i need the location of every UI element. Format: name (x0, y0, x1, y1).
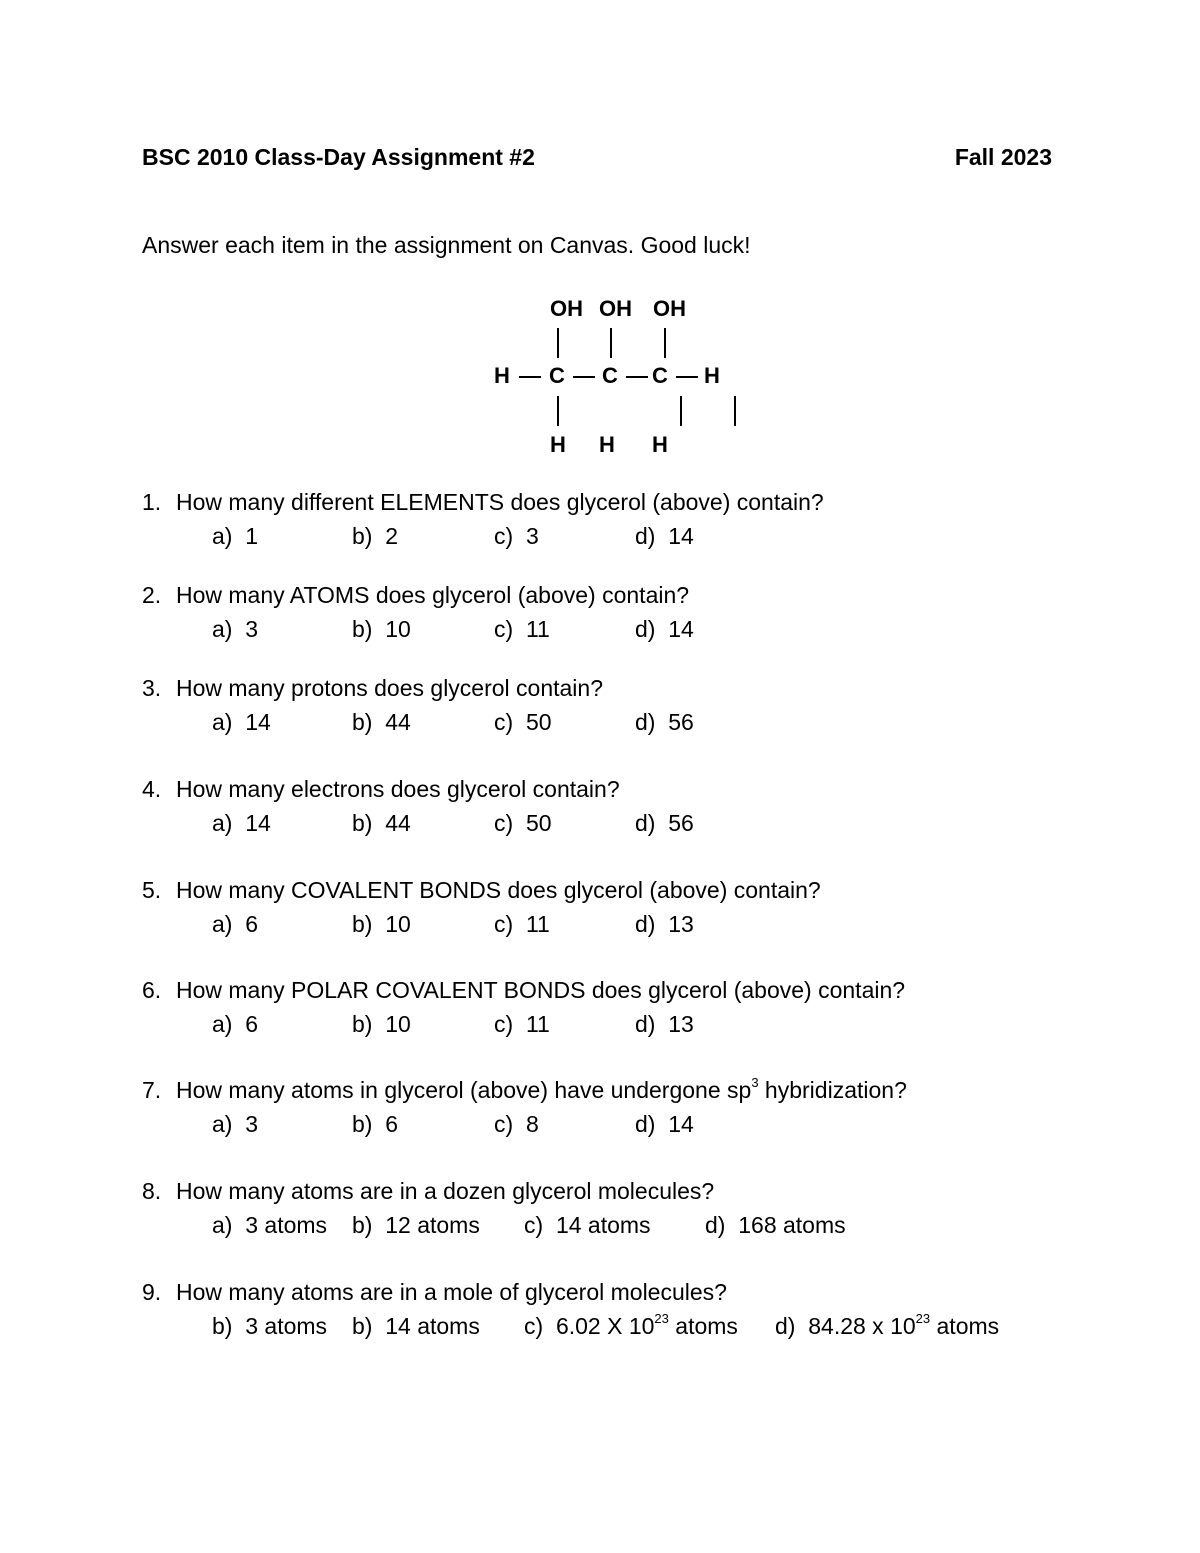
option: d) 84.28 x $10^{23}$ atoms (775, 1311, 1000, 1339)
bond-bottom-3 (734, 396, 736, 426)
option: d) 56 (635, 810, 694, 836)
option: c) 14 atoms (524, 1212, 651, 1238)
option: a) 6 (212, 911, 259, 937)
question-text: How many POLAR COVALENT BONDS does glycerol (above) contain? (176, 977, 906, 1003)
option: d) 14 (635, 616, 694, 642)
instructions-text: Answer each item in the assignment on Canvas. Good luck! (142, 232, 751, 258)
option: c) 11 (494, 911, 550, 937)
option: d) 56 (635, 709, 694, 735)
option: d) 14 (635, 523, 694, 549)
top-group-3: OH (653, 296, 686, 321)
option: c) 50 (494, 709, 552, 735)
bond-c1-c2 (573, 376, 595, 378)
question-text: How many ATOMS does glycerol (above) contain? (176, 582, 690, 608)
bottom-h-1: H (550, 432, 566, 457)
option: b) 44 (352, 709, 411, 735)
option: b) 6 (352, 1111, 399, 1137)
atom-h-right: H (704, 363, 720, 388)
option: b) 10 (352, 1011, 411, 1037)
top-group-2: OH (599, 296, 632, 321)
bond-c2-c3 (626, 376, 648, 378)
bond-bottom-1 (557, 396, 559, 426)
assignment-title: BSC 2010 Class-Day Assignment #2 (142, 144, 535, 170)
atom-c3: C (652, 363, 668, 388)
option: b) 12 atoms (352, 1212, 480, 1238)
option: b) 10 (352, 616, 411, 642)
option: b) 3 atoms (212, 1313, 328, 1339)
atom-c1: C (549, 363, 565, 388)
option: d) 13 (635, 1011, 694, 1037)
option: a) 3 atoms (212, 1212, 328, 1238)
question-number: 3. (142, 675, 162, 701)
question-text: How many atoms in glycerol (above) have undergone $sp^3$ hybridization? (176, 1075, 907, 1103)
option: a) 14 (212, 709, 271, 735)
option: d) 13 (635, 911, 694, 937)
option: c) 50 (494, 810, 552, 836)
question-text: How many electrons does glycerol contain? (176, 776, 620, 802)
question-number: 9. (142, 1279, 162, 1305)
question-text: How many atoms are in a dozen glycerol molecules? (176, 1178, 715, 1204)
option: a) 1 (212, 523, 259, 549)
option: b) 10 (352, 911, 411, 937)
bond-c3-h (676, 376, 698, 378)
question-number: 4. (142, 776, 162, 802)
option: b) 44 (352, 810, 411, 836)
option: a) 14 (212, 810, 271, 836)
option: b) 2 (352, 523, 399, 549)
question-text: How many different ELEMENTS does glycerol (above) contain? (176, 489, 824, 515)
question-number: 7. (142, 1077, 162, 1103)
bond-top-1 (557, 328, 559, 358)
option: b) 14 atoms (352, 1313, 480, 1339)
option: a) 6 (212, 1011, 259, 1037)
top-group-1: OH (550, 296, 583, 321)
question-number: 2. (142, 582, 162, 608)
option: c) 11 (494, 1011, 550, 1037)
option: a) 3 (212, 616, 259, 642)
option: c) 6.02 X $10^{23}$ atoms (524, 1311, 738, 1339)
bond-top-3 (664, 328, 666, 358)
term-label: Fall 2023 (954, 144, 1052, 170)
bottom-h-2: H (599, 432, 615, 457)
option: d) 168 atoms (705, 1212, 846, 1238)
question-number: 1. (142, 489, 162, 515)
option: c) 11 (494, 616, 550, 642)
bond-top-2 (610, 328, 612, 358)
bond-h-c1 (519, 376, 541, 378)
question-text: How many atoms are in a mole of glycerol molecules? (176, 1279, 727, 1305)
option: c) 3 (494, 523, 539, 549)
option: a) 3 (212, 1111, 259, 1137)
question-text: How many protons does glycerol contain? (176, 675, 604, 701)
atom-h-left: H (494, 363, 510, 388)
question-text: How many COVALENT BONDS does glycerol (above) contain? (176, 877, 821, 903)
atom-c2: C (602, 363, 618, 388)
bond-bottom-2 (680, 396, 682, 426)
question-number: 6. (142, 977, 162, 1003)
question-number: 5. (142, 877, 162, 903)
bottom-h-3: H (652, 432, 668, 457)
option: d) 14 (635, 1111, 694, 1137)
question-number: 8. (142, 1178, 162, 1204)
option: c) 8 (494, 1111, 539, 1137)
